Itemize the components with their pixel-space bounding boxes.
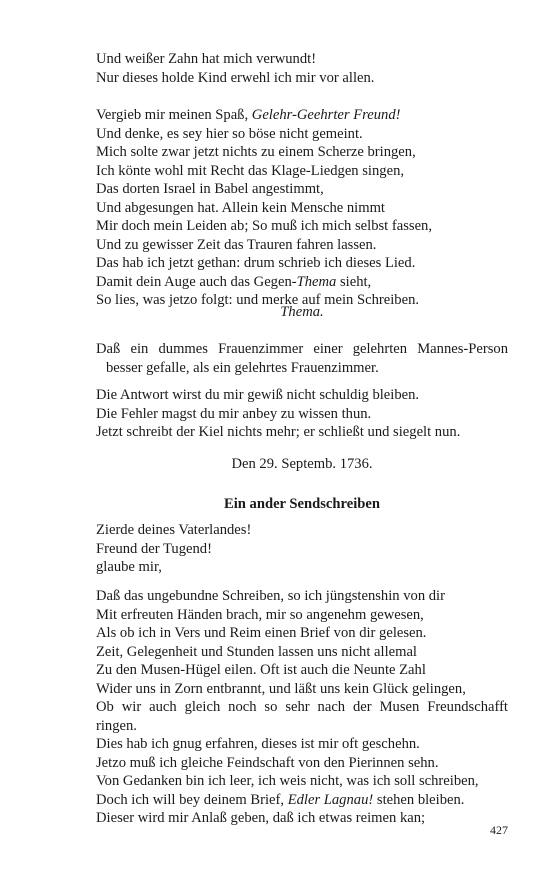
verse-line [96, 791, 508, 810]
verse-line: Dieser wird mir Anlaß geben, daß ich etwas reimen kan; [96, 810, 426, 826]
verse-line: Ich könte wohl mit Recht das Klage-Liedgen singen, [96, 162, 405, 179]
salutation-line: Zierde deines Vaterlandes! [96, 522, 252, 538]
verse-line: Mit erfreuten Händen brach, mir so angenehm gewesen, [96, 606, 424, 623]
verse-line: Mich solte zwar jetzt nichts zu einem Scherze bringen, [96, 144, 416, 160]
verse-line: So lies, was jetzo folgt: und merke auf mein Schreiben. [96, 292, 420, 308]
verse-line: Zeit, Gelegenheit und Stunden lassen uns nicht allemal [96, 643, 417, 660]
thema-line: besser gefalle, als ein gelehrtes Frauenzimmer. [106, 359, 379, 376]
verse-line: Von Gedanken bin ich leer, ich weis nicht, was ich soll schreiben, [96, 773, 479, 789]
stanza-1 [96, 50, 508, 87]
verse-line [96, 106, 508, 125]
verse-text: Doch ich will bey deinem Brief, [96, 791, 288, 808]
thema-heading [96, 303, 508, 322]
section-title: Ein ander Sendschreiben [224, 496, 380, 512]
page-number: 427 [490, 823, 508, 837]
verse-line: Das hab ich jetzt gethan: drum schrieb ich dieses Lied. [96, 255, 416, 271]
stanza-2 [96, 106, 508, 310]
thema-text [96, 340, 508, 377]
verse-line [96, 273, 508, 292]
thema-line: Daß ein dummes Frauenzimmer einer gelehrten Mannes-Person [96, 341, 508, 357]
letter-body [96, 587, 508, 828]
verse-line: Und weißer Zahn hat mich verwundt! [96, 51, 317, 67]
verse-line: Dies hab ich gnug erfahren, dieses ist mir oft geschehn. [96, 736, 420, 752]
verse-text: sieht, [336, 273, 372, 290]
verse-line: Die Antwort wirst du mir gewiß nicht schuldig bleiben. [96, 387, 420, 403]
stanza-3 [96, 386, 508, 442]
verse-emphasis: Gelehr-Geehrter Freund! [251, 107, 401, 123]
verse-text: stehen bleiben. [373, 791, 465, 808]
date-line: Den 29. Septemb. 1736. [231, 456, 373, 472]
thema-heading-text: Thema. [280, 304, 324, 320]
verse-line: Zu den Musen-Hügel eilen. Oft ist auch die Neunte Zahl [96, 662, 426, 678]
verse-line: Mir doch mein Leiden ab; So muß ich mich selbst fassen, [96, 218, 432, 234]
verse-line: Und abgesungen hat. Allein kein Mensche nimmt [96, 199, 385, 216]
verse-emphasis: Thema [296, 273, 337, 290]
salutation-line: glaube mir, [96, 559, 162, 575]
verse-line: ringen. [96, 717, 137, 734]
verse-line: Die Fehler magst du mir anbey zu wissen thun. [96, 405, 372, 422]
verse-text: Vergieb mir meinen Spaß, [96, 107, 252, 123]
verse-line: Jetzo muß ich gleiche Feindschaft von den Pierinnen sehn. [96, 754, 439, 771]
verse-line: Und zu gewisser Zeit das Trauren fahren lassen. [96, 236, 377, 253]
verse-line: Wider uns in Zorn entbrannt, und läßt uns kein Glück gelingen, [96, 680, 466, 697]
salutation-line: Freund der Tugend! [96, 540, 212, 557]
verse-text: Damit dein Auge auch das Gegen- [96, 273, 297, 290]
verse-line: Ob wir auch gleich noch so sehr nach der Musen Freundschafft [96, 699, 508, 715]
verse-line: Nur dieses holde Kind erwehl ich mir vor allen. [96, 69, 375, 86]
salutation [96, 521, 508, 577]
verse-line: Das dorten Israel in Babel angestimmt, [96, 181, 324, 197]
verse-line: Jetzt schreibt der Kiel nichts mehr; er schließt und siegelt nun. [96, 424, 461, 440]
verse-line: Als ob ich in Vers und Reim einen Brief von dir gelesen. [96, 625, 427, 641]
verse-line: Daß das ungebundne Schreiben, so ich jüngstenshin von dir [96, 588, 445, 604]
verse-line: Und denke, es sey hier so böse nicht gemeint. [96, 125, 363, 142]
verse-emphasis: Edler Lagnau! [287, 791, 374, 808]
